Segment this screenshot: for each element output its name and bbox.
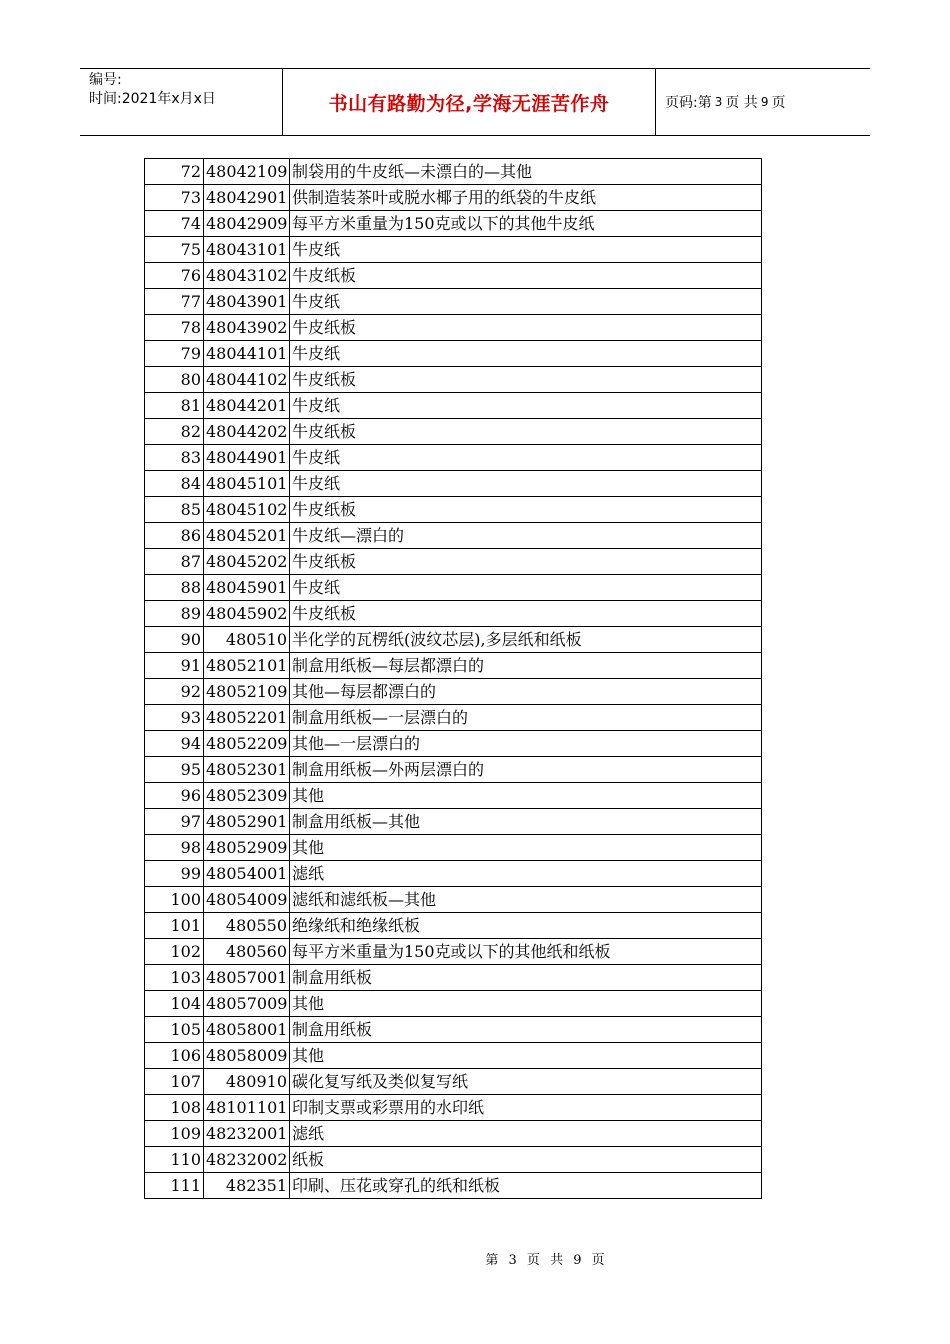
hs-code-cell: 48043101 [204, 237, 290, 263]
table-row [145, 1147, 762, 1173]
row-number-cell: 104 [145, 991, 204, 1017]
hs-code-cell: 48043902 [204, 315, 290, 341]
hs-code-cell: 480550 [204, 913, 290, 939]
row-number-cell: 84 [145, 471, 204, 497]
description-cell: 牛皮纸 [290, 289, 762, 315]
hs-code-cell: 48057001 [204, 965, 290, 991]
table-row [145, 315, 762, 341]
description-cell: 纸板 [290, 1147, 762, 1173]
row-number-cell: 82 [145, 419, 204, 445]
table-row [145, 419, 762, 445]
description-cell: 印刷、压花或穿孔的纸和纸板 [290, 1173, 762, 1199]
description-cell: 每平方米重量为150克或以下的其他牛皮纸 [290, 211, 762, 237]
table-row [145, 471, 762, 497]
hs-code-cell: 48044201 [204, 393, 290, 419]
table-row [145, 809, 762, 835]
footer-t4: 页 [591, 1253, 605, 1268]
hs-code-cell: 48045102 [204, 497, 290, 523]
table-row [145, 289, 762, 315]
description-cell: 牛皮纸板 [290, 367, 762, 393]
table-row [145, 1069, 762, 1095]
footer-t1: 第 [485, 1253, 499, 1268]
hs-code-cell: 48045201 [204, 523, 290, 549]
row-number-cell: 91 [145, 653, 204, 679]
description-cell: 滤纸 [290, 861, 762, 887]
description-cell: 制盒用纸板—外两层漂白的 [290, 757, 762, 783]
table-row [145, 627, 762, 653]
footer-t3: 共 [550, 1253, 564, 1268]
row-number-cell: 88 [145, 575, 204, 601]
description-cell: 半化学的瓦楞纸(波纹芯层),多层纸和纸板 [290, 627, 762, 653]
hs-code-cell: 48058009 [204, 1043, 290, 1069]
description-cell: 其他 [290, 835, 762, 861]
table-row [145, 939, 762, 965]
row-number-cell: 78 [145, 315, 204, 341]
table-row [145, 1095, 762, 1121]
table-row [145, 263, 762, 289]
row-number-cell: 83 [145, 445, 204, 471]
description-cell: 牛皮纸 [290, 575, 762, 601]
row-number-cell: 85 [145, 497, 204, 523]
hs-code-cell: 48052209 [204, 731, 290, 757]
hs-code-cell: 48044101 [204, 341, 290, 367]
hs-code-cell: 480910 [204, 1069, 290, 1095]
table-row [145, 705, 762, 731]
table-row [145, 1017, 762, 1043]
footer-current: 3 [508, 1253, 517, 1268]
hs-code-cell: 48232002 [204, 1147, 290, 1173]
table-row [145, 523, 762, 549]
description-cell: 牛皮纸板 [290, 601, 762, 627]
table-row [145, 991, 762, 1017]
page-footer [0, 1249, 950, 1268]
table-row [145, 1121, 762, 1147]
row-number-cell: 99 [145, 861, 204, 887]
page-total: 9 [760, 95, 769, 109]
table-row [145, 185, 762, 211]
description-cell: 供制造装茶叶或脱水椰子用的纸袋的牛皮纸 [290, 185, 762, 211]
description-cell: 每平方米重量为150克或以下的其他纸和纸板 [290, 939, 762, 965]
table-row [145, 341, 762, 367]
description-cell: 碳化复写纸及类似复写纸 [290, 1069, 762, 1095]
description-cell: 制盒用纸板—一层漂白的 [290, 705, 762, 731]
description-cell: 牛皮纸板 [290, 263, 762, 289]
hs-code-cell: 48043901 [204, 289, 290, 315]
hs-code-cell: 48052301 [204, 757, 290, 783]
hs-code-cell: 48232001 [204, 1121, 290, 1147]
table-row [145, 731, 762, 757]
hs-code-cell: 48045202 [204, 549, 290, 575]
row-number-cell: 94 [145, 731, 204, 757]
row-number-cell: 108 [145, 1095, 204, 1121]
header-page-info [656, 69, 870, 135]
hs-code-cell: 48043102 [204, 263, 290, 289]
description-cell: 印制支票或彩票用的水印纸 [290, 1095, 762, 1121]
hs-code-cell: 48052101 [204, 653, 290, 679]
page-header [80, 68, 870, 136]
table-row [145, 601, 762, 627]
row-number-cell: 96 [145, 783, 204, 809]
hs-code-cell: 48045901 [204, 575, 290, 601]
description-cell: 其他—一层漂白的 [290, 731, 762, 757]
hs-code-cell: 48042901 [204, 185, 290, 211]
row-number-cell: 81 [145, 393, 204, 419]
table-row [145, 679, 762, 705]
row-number-cell: 74 [145, 211, 204, 237]
description-cell: 其他 [290, 1043, 762, 1069]
description-cell: 牛皮纸 [290, 471, 762, 497]
description-cell: 滤纸 [290, 1121, 762, 1147]
page-mid: 页 共 [725, 95, 758, 111]
row-number-cell: 98 [145, 835, 204, 861]
description-cell: 制盒用纸板—每层都漂白的 [290, 653, 762, 679]
hs-code-cell: 48057009 [204, 991, 290, 1017]
row-number-cell: 110 [145, 1147, 204, 1173]
hs-code-cell: 482351 [204, 1173, 290, 1199]
hs-code-cell: 48044202 [204, 419, 290, 445]
row-number-cell: 101 [145, 913, 204, 939]
table-row [145, 653, 762, 679]
hs-code-cell: 48054009 [204, 887, 290, 913]
row-number-cell: 95 [145, 757, 204, 783]
row-number-cell: 75 [145, 237, 204, 263]
table-row [145, 549, 762, 575]
hs-code-cell: 48042909 [204, 211, 290, 237]
row-number-cell: 87 [145, 549, 204, 575]
row-number-cell: 90 [145, 627, 204, 653]
table-row [145, 575, 762, 601]
description-cell: 绝缘纸和绝缘纸板 [290, 913, 762, 939]
row-number-cell: 72 [145, 159, 204, 185]
table-row [145, 159, 762, 185]
table-row [145, 367, 762, 393]
description-cell: 牛皮纸板 [290, 419, 762, 445]
hs-code-cell: 48052109 [204, 679, 290, 705]
hs-code-cell: 48052309 [204, 783, 290, 809]
footer-t2: 页 [526, 1253, 540, 1268]
page-suffix: 页 [771, 95, 786, 111]
row-number-cell: 103 [145, 965, 204, 991]
table-row [145, 913, 762, 939]
description-cell: 牛皮纸板 [290, 315, 762, 341]
description-cell: 牛皮纸板 [290, 549, 762, 575]
row-number-cell: 102 [145, 939, 204, 965]
hs-code-cell: 480510 [204, 627, 290, 653]
table-row [145, 445, 762, 471]
row-number-cell: 76 [145, 263, 204, 289]
description-cell: 牛皮纸—漂白的 [290, 523, 762, 549]
document-number-label: 编号: [89, 72, 122, 88]
footer-total: 9 [573, 1253, 582, 1268]
description-cell: 其他 [290, 783, 762, 809]
hs-code-cell: 48052909 [204, 835, 290, 861]
row-number-cell: 105 [145, 1017, 204, 1043]
table-row [145, 1173, 762, 1199]
table-row [145, 757, 762, 783]
row-number-cell: 77 [145, 289, 204, 315]
row-number-cell: 79 [145, 341, 204, 367]
table-row [145, 211, 762, 237]
row-number-cell: 111 [145, 1173, 204, 1199]
hs-code-cell: 48058001 [204, 1017, 290, 1043]
row-number-cell: 100 [145, 887, 204, 913]
hs-code-cell: 48052201 [204, 705, 290, 731]
hs-code-cell: 48054001 [204, 861, 290, 887]
page-prefix: 页码:第 [665, 95, 712, 111]
hs-code-cell: 48044901 [204, 445, 290, 471]
description-cell: 其他 [290, 991, 762, 1017]
table-row [145, 965, 762, 991]
row-number-cell: 93 [145, 705, 204, 731]
document-time: 时间:2021年x月x日 [89, 91, 216, 107]
row-number-cell: 97 [145, 809, 204, 835]
row-number-cell: 89 [145, 601, 204, 627]
description-cell: 制袋用的牛皮纸—未漂白的—其他 [290, 159, 762, 185]
hs-code-cell: 48045101 [204, 471, 290, 497]
table-row [145, 393, 762, 419]
table-row [145, 783, 762, 809]
description-cell: 滤纸和滤纸板—其他 [290, 887, 762, 913]
row-number-cell: 109 [145, 1121, 204, 1147]
description-cell: 牛皮纸 [290, 445, 762, 471]
tariff-code-table [144, 158, 762, 1199]
description-cell: 牛皮纸 [290, 341, 762, 367]
description-cell: 制盒用纸板 [290, 1017, 762, 1043]
hs-code-cell: 48052901 [204, 809, 290, 835]
hs-code-cell: 48044102 [204, 367, 290, 393]
header-meta [80, 69, 283, 135]
row-number-cell: 73 [145, 185, 204, 211]
description-cell: 牛皮纸 [290, 393, 762, 419]
description-cell: 其他—每层都漂白的 [290, 679, 762, 705]
hs-code-cell: 480560 [204, 939, 290, 965]
page-current: 3 [714, 95, 723, 109]
hs-code-cell: 48042109 [204, 159, 290, 185]
hs-code-cell: 48101101 [204, 1095, 290, 1121]
table-row [145, 835, 762, 861]
table-row [145, 887, 762, 913]
description-cell: 制盒用纸板 [290, 965, 762, 991]
table-row [145, 861, 762, 887]
table-body [145, 159, 762, 1199]
row-number-cell: 80 [145, 367, 204, 393]
description-cell: 牛皮纸板 [290, 497, 762, 523]
table-row [145, 497, 762, 523]
table-row [145, 237, 762, 263]
table-row [145, 1043, 762, 1069]
header-motto: 书山有路勤为径,学海无涯苦作舟 [283, 69, 656, 135]
row-number-cell: 107 [145, 1069, 204, 1095]
row-number-cell: 106 [145, 1043, 204, 1069]
hs-code-cell: 48045902 [204, 601, 290, 627]
description-cell: 制盒用纸板—其他 [290, 809, 762, 835]
row-number-cell: 92 [145, 679, 204, 705]
description-cell: 牛皮纸 [290, 237, 762, 263]
row-number-cell: 86 [145, 523, 204, 549]
